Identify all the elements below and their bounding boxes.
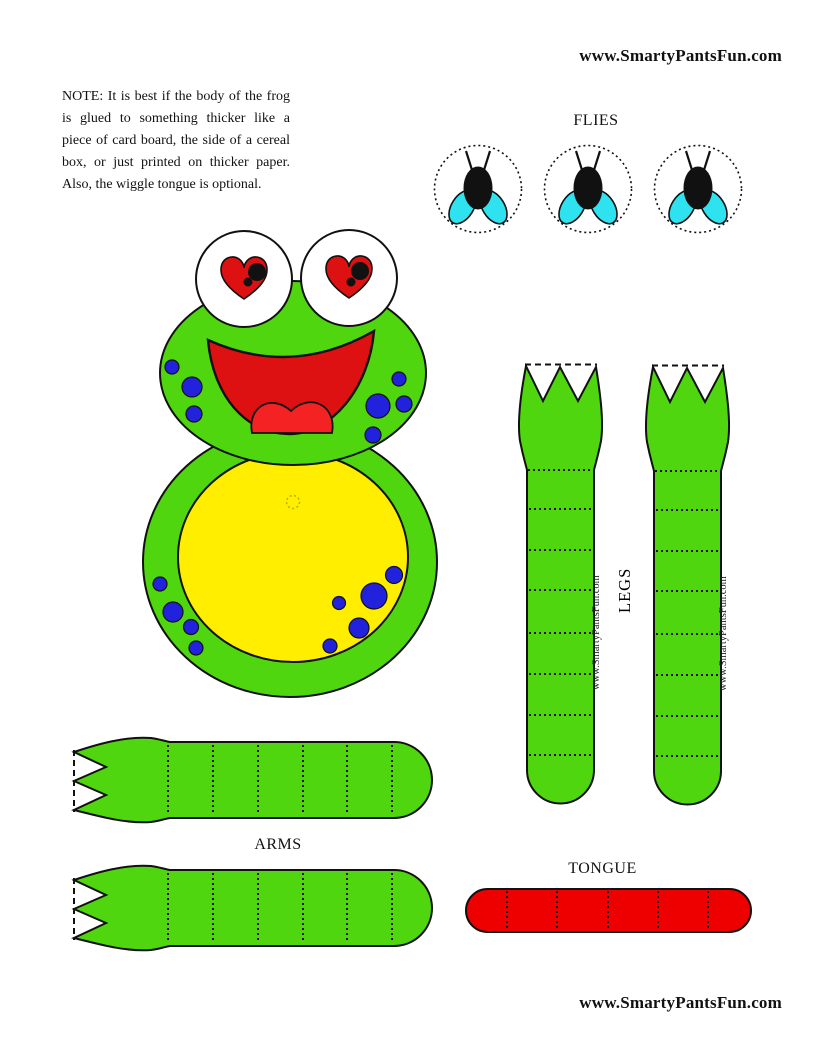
fly-icon — [655, 146, 742, 233]
frog-belly — [178, 452, 408, 662]
flies-cutouts — [425, 138, 750, 238]
tongue-shape — [466, 889, 751, 932]
fly-body — [464, 167, 493, 210]
legs-label: LEGS — [615, 567, 634, 613]
arm-cutout — [74, 738, 432, 823]
legs-cutouts — [495, 352, 745, 817]
header-website-url: www.SmartyPantsFun.com — [579, 46, 782, 65]
arm-cutout — [74, 866, 432, 951]
leg-cutout — [646, 366, 729, 805]
footer-website-url: www.SmartyPantsFun.com — [579, 993, 782, 1012]
tongue-cutout — [458, 882, 758, 938]
arms-label: ARMS — [254, 836, 302, 853]
fly-icon — [435, 146, 522, 233]
note-paragraph: NOTE: It is best if the body of the frog is glued to something thicker like a piece of card board, the side of a cereal box, or just printed on thicker paper. Also, the wiggle tongue is optional. — [62, 89, 290, 192]
flies-label: FLIES — [573, 112, 619, 129]
leg-cutout — [519, 365, 602, 804]
arm-shape — [74, 738, 432, 823]
leg-shape — [519, 366, 602, 803]
tongue-label: TONGUE — [568, 860, 637, 877]
leg-watermark-text: www.SmartyPantsFun.com — [591, 575, 602, 690]
frog-body-cutout — [135, 222, 460, 722]
fly-icon — [545, 146, 632, 233]
